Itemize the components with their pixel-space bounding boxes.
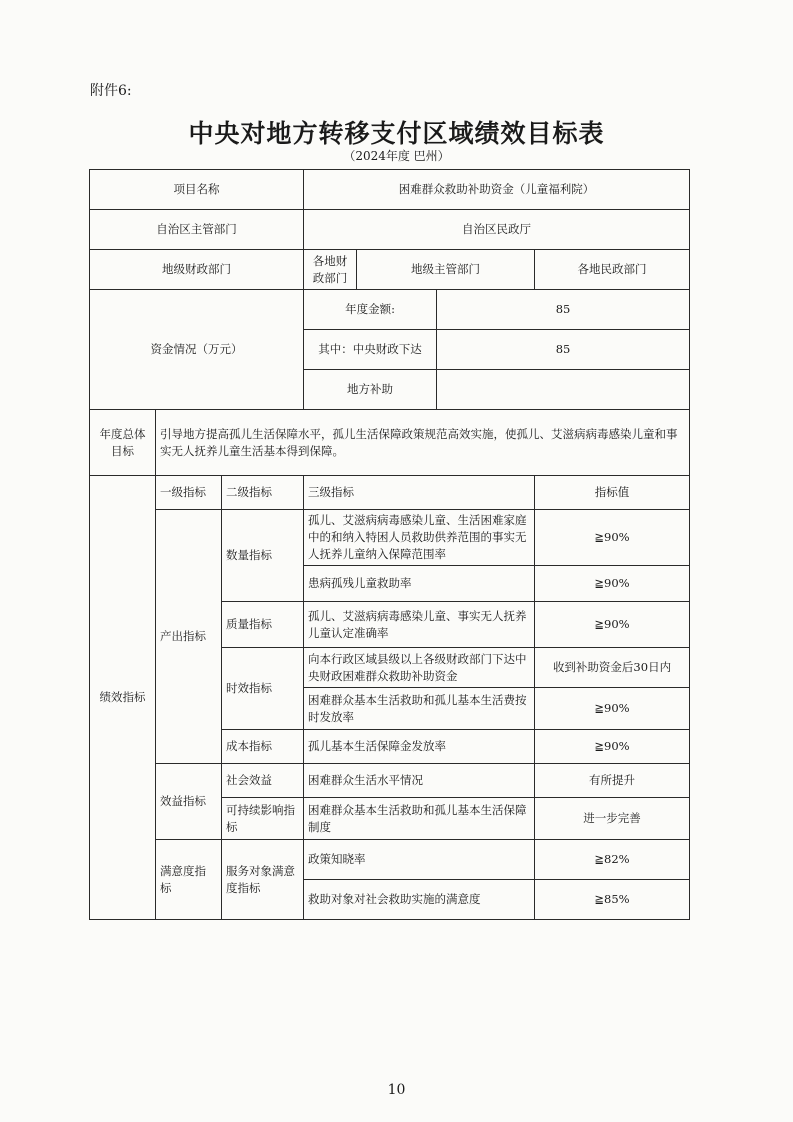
table-row — [90, 210, 690, 250]
funds-label: 资金情况（万元） — [90, 290, 304, 410]
table-row — [90, 290, 690, 330]
perf-label: 绩效指标 — [90, 476, 156, 920]
s1-text: 困难群众生活水平情况 — [304, 764, 535, 798]
head-level1: 一级指标 — [156, 476, 222, 510]
cost-indicator: 成本指标 — [222, 730, 304, 764]
su1-text: 困难群众基本生活救助和孤儿基本生活保障制度 — [304, 798, 535, 840]
head-value: 指标值 — [535, 476, 690, 510]
project-name-value: 困难群众救助补助资金（儿童福利院） — [304, 170, 690, 210]
table-row — [90, 840, 690, 880]
timeliness-indicator: 时效指标 — [222, 648, 304, 730]
page-number: 10 — [387, 1082, 406, 1098]
output-indicator: 产出指标 — [156, 510, 222, 764]
social-indicator: 社会效益 — [222, 764, 304, 798]
table-row — [90, 764, 690, 798]
table-row — [90, 170, 690, 210]
sustain-indicator: 可持续影响指标 — [222, 798, 304, 840]
annual-label: 年度金额: — [304, 290, 437, 330]
central-value: 85 — [437, 330, 690, 370]
sa2-text: 救助对象对社会救助实施的满意度 — [304, 880, 535, 920]
local-dept-value: 各地民政部门 — [535, 250, 690, 290]
head-level2: 二级指标 — [222, 476, 304, 510]
sa1-text: 政策知晓率 — [304, 840, 535, 880]
head-level3: 三级指标 — [304, 476, 535, 510]
local-finance-value: 各地财政部门 — [304, 250, 357, 290]
ql1-text: 孤儿、艾滋病病毒感染儿童、事实无人抚养儿童认定准确率 — [304, 602, 535, 648]
c1-text: 孤儿基本生活保障金发放率 — [304, 730, 535, 764]
dept-label: 自治区主管部门 — [90, 210, 304, 250]
page-subtitle: （2024年度 巴州） — [343, 149, 450, 163]
satisfaction-indicator: 满意度指标 — [156, 840, 222, 920]
local-subsidy-label: 地方补助 — [304, 370, 437, 410]
sa2-value: ≧85% — [535, 880, 690, 920]
c1-value: ≧90% — [535, 730, 690, 764]
local-dept-label: 地级主管部门 — [357, 250, 535, 290]
local-finance-label: 地级财政部门 — [90, 250, 304, 290]
quality-indicator: 质量指标 — [222, 602, 304, 648]
service-indicator: 服务对象满意度指标 — [222, 840, 304, 920]
table-row — [90, 410, 690, 476]
t2-value: ≧90% — [535, 688, 690, 730]
attachment-label: 附件6: — [90, 83, 132, 99]
annual-value: 85 — [437, 290, 690, 330]
benefit-indicator: 效益指标 — [156, 764, 222, 840]
project-name-label: 项目名称 — [90, 170, 304, 210]
goal-text: 引导地方提高孤儿生活保障水平，孤儿生活保障政策规范高效实施，使孤儿、艾滋病病毒感染儿童和事实无人抚养儿童生活基本得到保障。 — [156, 410, 690, 476]
ql1-value: ≧90% — [535, 602, 690, 648]
t1-value: 收到补助资金后30日内 — [535, 648, 690, 688]
s1-value: 有所提升 — [535, 764, 690, 798]
t2-text: 困难群众基本生活救助和孤儿基本生活费按时发放率 — [304, 688, 535, 730]
local-subsidy-value — [437, 370, 690, 410]
q2-value: ≧90% — [535, 566, 690, 602]
t1-text: 向本行政区域县级以上各级财政部门下达中央财政困难群众救助补助资金 — [304, 648, 535, 688]
q2-text: 患病孤残儿童救助率 — [304, 566, 535, 602]
q1-value: ≧90% — [535, 510, 690, 566]
q1-text: 孤儿、艾滋病病毒感染儿童、生活困难家庭中的和纳入特困人员救助供养范围的事实无人抚养儿童纳入保障范围率 — [304, 510, 535, 566]
su1-value: 进一步完善 — [535, 798, 690, 840]
quantity-indicator: 数量指标 — [222, 510, 304, 602]
goal-label: 年度总体目标 — [90, 410, 156, 476]
central-label: 其中：中央财政下达 — [304, 330, 437, 370]
page-title: 中央对地方转移支付区域绩效目标表 — [188, 119, 605, 148]
dept-value: 自治区民政厅 — [304, 210, 690, 250]
performance-table — [89, 169, 690, 920]
table-row — [90, 250, 690, 290]
sa1-value: ≧82% — [535, 840, 690, 880]
table-row — [90, 510, 690, 566]
table-row — [90, 476, 690, 510]
